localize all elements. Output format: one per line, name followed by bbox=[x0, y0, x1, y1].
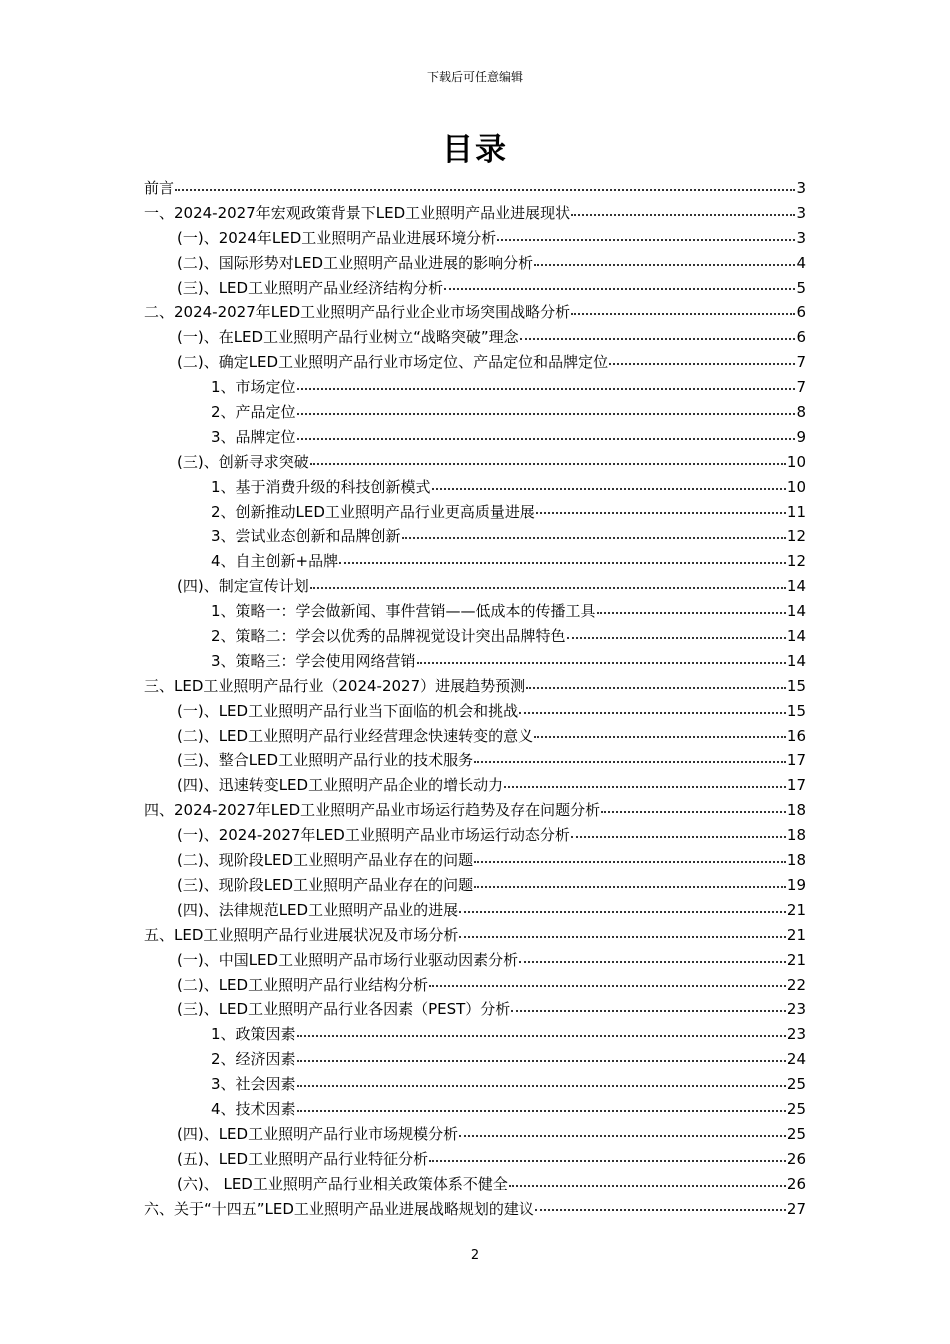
toc-entry-page: 12 bbox=[786, 552, 806, 571]
toc-entry[interactable] bbox=[144, 500, 806, 525]
toc-entry-title: (一)、2024-2027年LED工业照明产品业市场运行动态分析 bbox=[177, 826, 570, 845]
toc-dot-leader bbox=[509, 1184, 786, 1187]
toc-entry-page: 18 bbox=[786, 851, 806, 870]
toc-entry-page: 21 bbox=[786, 900, 806, 919]
toc-entry-title: 1、政策因素 bbox=[211, 1025, 296, 1044]
toc-entry-page: 26 bbox=[786, 1174, 806, 1193]
toc-entry-title: 1、基于消费升级的科技创新模式 bbox=[211, 477, 431, 496]
toc-entry-page: 4 bbox=[796, 253, 806, 272]
toc-entry[interactable] bbox=[144, 973, 806, 998]
toc-dot-leader bbox=[609, 362, 795, 365]
toc-entry[interactable] bbox=[144, 450, 806, 475]
toc-dot-leader bbox=[474, 885, 786, 888]
toc-entry-title: (一)、2024年LED工业照明产品业进展环境分析 bbox=[177, 228, 497, 247]
toc-entry-page: 23 bbox=[786, 1000, 806, 1019]
toc-entry-page: 14 bbox=[786, 627, 806, 646]
toc-entry-title: (四)、法律规范LED工业照明产品业的进展 bbox=[177, 900, 459, 919]
toc-entry[interactable] bbox=[144, 226, 806, 251]
toc-entry[interactable] bbox=[144, 1072, 806, 1097]
toc-entry[interactable] bbox=[144, 1122, 806, 1147]
toc-dot-leader bbox=[297, 1109, 786, 1112]
toc-entry-page: 25 bbox=[786, 1099, 806, 1118]
page-number: 2 bbox=[470, 1248, 480, 1263]
toc-dot-leader bbox=[519, 711, 786, 714]
toc-dot-leader bbox=[571, 312, 795, 315]
toc-dot-leader bbox=[429, 984, 786, 987]
toc-entry[interactable] bbox=[144, 549, 806, 574]
toc-entry[interactable] bbox=[144, 1147, 806, 1172]
toc-entry[interactable] bbox=[144, 1047, 806, 1072]
toc-entry-page: 3 bbox=[796, 179, 806, 197]
toc-entry[interactable] bbox=[144, 624, 806, 649]
toc-dot-leader bbox=[432, 487, 786, 490]
toc-entry[interactable] bbox=[144, 475, 806, 500]
toc-entry-title: 1、市场定位 bbox=[211, 378, 296, 397]
toc-entry-title: 2、经济因素 bbox=[211, 1050, 296, 1069]
toc-entry[interactable] bbox=[144, 898, 806, 923]
toc-entry-page: 17 bbox=[786, 776, 806, 795]
toc-entry-title: (三)、创新寻求突破 bbox=[177, 452, 309, 471]
toc-entry[interactable] bbox=[144, 300, 806, 325]
table-of-contents bbox=[144, 176, 806, 1221]
toc-entry-page: 3 bbox=[796, 228, 806, 247]
toc-dot-leader bbox=[601, 810, 786, 813]
toc-entry[interactable] bbox=[144, 599, 806, 624]
toc-entry-title: 2、创新推动LED工业照明产品行业更高质量进展 bbox=[211, 502, 535, 521]
toc-entry-page: 16 bbox=[786, 726, 806, 745]
toc-entry[interactable] bbox=[144, 724, 806, 749]
toc-dot-leader bbox=[297, 412, 796, 415]
toc-entry[interactable] bbox=[144, 1097, 806, 1122]
toc-entry-page: 14 bbox=[786, 602, 806, 621]
toc-entry-title: (六)、 LED工业照明产品行业相关政策体系不健全 bbox=[177, 1174, 508, 1193]
toc-entry-page: 7 bbox=[796, 378, 806, 397]
toc-dot-leader bbox=[526, 686, 786, 689]
toc-entry-page: 24 bbox=[786, 1050, 806, 1069]
toc-dot-leader bbox=[297, 1084, 786, 1087]
toc-entry-page: 15 bbox=[786, 701, 806, 720]
toc-entry-page: 10 bbox=[786, 452, 806, 471]
toc-entry[interactable] bbox=[144, 201, 806, 226]
toc-entry[interactable] bbox=[144, 674, 806, 699]
toc-entry-page: 21 bbox=[786, 925, 806, 944]
toc-entry-title: 4、技术因素 bbox=[211, 1099, 296, 1118]
toc-entry[interactable] bbox=[144, 923, 806, 948]
toc-entry-title: (三)、LED工业照明产品业经济结构分析 bbox=[177, 278, 444, 297]
toc-dot-leader bbox=[297, 1059, 786, 1062]
toc-dot-leader bbox=[474, 860, 786, 863]
toc-dot-leader bbox=[519, 960, 786, 963]
toc-entry-page: 22 bbox=[786, 975, 806, 994]
toc-entry-page: 26 bbox=[786, 1149, 806, 1168]
toc-dot-leader bbox=[459, 935, 786, 938]
toc-dot-leader bbox=[444, 287, 795, 290]
toc-entry-title: 4、自主创新+品牌 bbox=[211, 552, 339, 571]
toc-entry[interactable] bbox=[144, 823, 806, 848]
toc-dot-leader bbox=[536, 511, 786, 514]
toc-dot-leader bbox=[534, 263, 795, 266]
toc-entry[interactable] bbox=[144, 748, 806, 773]
toc-entry-page: 18 bbox=[786, 826, 806, 845]
toc-entry-page: 21 bbox=[786, 950, 806, 969]
toc-entry-title: (二)、LED工业照明产品行业结构分析 bbox=[177, 975, 429, 994]
toc-entry-page: 3 bbox=[796, 203, 806, 222]
toc-entry[interactable] bbox=[144, 276, 806, 301]
toc-dot-leader bbox=[535, 1208, 786, 1211]
toc-entry[interactable] bbox=[144, 176, 806, 201]
toc-dot-leader bbox=[597, 611, 786, 614]
toc-dot-leader bbox=[497, 238, 795, 241]
toc-entry-title: (四)、制定宣传计划 bbox=[177, 577, 309, 596]
toc-dot-leader bbox=[459, 1134, 786, 1137]
toc-entry-title: 2、产品定位 bbox=[211, 403, 296, 422]
toc-entry-title: 3、品牌定位 bbox=[211, 427, 296, 446]
toc-entry-title: 3、尝试业态创新和品牌创新 bbox=[211, 527, 401, 546]
toc-dot-leader bbox=[310, 586, 786, 589]
toc-entry-title: 五、LED工业照明产品行业进展状况及市场分析 bbox=[144, 925, 459, 944]
toc-entry[interactable] bbox=[144, 848, 806, 873]
toc-entry[interactable] bbox=[144, 773, 806, 798]
toc-title: 目录 bbox=[442, 132, 508, 168]
toc-entry-page: 6 bbox=[796, 328, 806, 347]
toc-entry[interactable] bbox=[144, 425, 806, 450]
toc-entry-page: 25 bbox=[786, 1075, 806, 1094]
toc-dot-leader bbox=[402, 536, 786, 539]
toc-entry-page: 17 bbox=[786, 751, 806, 770]
toc-entry-page: 15 bbox=[786, 676, 806, 695]
toc-entry[interactable] bbox=[144, 400, 806, 425]
toc-entry[interactable] bbox=[144, 699, 806, 724]
header-note: 下载后可任意编辑 bbox=[426, 70, 523, 84]
toc-entry-page: 6 bbox=[796, 303, 806, 322]
toc-entry[interactable] bbox=[144, 524, 806, 549]
toc-entry-page: 23 bbox=[786, 1025, 806, 1044]
toc-entry-title: (三)、整合LED工业照明产品行业的技术服务 bbox=[177, 751, 474, 770]
toc-entry-title: (二)、确定LED工业照明产品行业市场定位、产品定位和品牌定位 bbox=[177, 353, 609, 372]
toc-entry-page: 9 bbox=[796, 427, 806, 446]
toc-entry[interactable] bbox=[144, 873, 806, 898]
toc-entry-title: (三)、LED工业照明产品行业各因素（PEST）分析 bbox=[177, 1000, 511, 1019]
toc-entry-title: 一、2024-2027年宏观政策背景下LED工业照明产品业进展现状 bbox=[144, 203, 571, 222]
toc-entry-page: 14 bbox=[786, 577, 806, 596]
toc-entry-title: 三、LED工业照明产品行业（2024-2027）进展趋势预测 bbox=[144, 676, 526, 695]
toc-dot-leader bbox=[520, 337, 796, 340]
toc-entry-page: 25 bbox=[786, 1124, 806, 1143]
toc-dot-leader bbox=[429, 1159, 786, 1162]
toc-entry[interactable] bbox=[144, 325, 806, 350]
toc-dot-leader bbox=[297, 1034, 786, 1037]
toc-dot-leader bbox=[504, 785, 786, 788]
toc-entry-page: 12 bbox=[786, 527, 806, 546]
toc-entry-page: 10 bbox=[786, 477, 806, 496]
toc-entry-title: (一)、LED工业照明产品行业当下面临的机会和挑战 bbox=[177, 701, 519, 720]
toc-dot-leader bbox=[571, 835, 786, 838]
toc-dot-leader bbox=[297, 437, 796, 440]
toc-entry[interactable] bbox=[144, 1197, 806, 1222]
toc-entry[interactable] bbox=[144, 948, 806, 973]
toc-dot-leader bbox=[310, 462, 786, 465]
toc-entry-page: 11 bbox=[786, 502, 806, 521]
toc-dot-leader bbox=[459, 910, 786, 913]
toc-entry-title: 二、2024-2027年LED工业照明产品行业企业市场突围战略分析 bbox=[144, 303, 571, 322]
toc-entry-title: 3、社会因素 bbox=[211, 1075, 296, 1094]
toc-dot-leader bbox=[474, 760, 786, 763]
toc-entry-page: 7 bbox=[796, 353, 806, 372]
toc-entry-title: 2、策略二：学会以优秀的品牌视觉设计突出品牌特色 bbox=[211, 627, 566, 646]
toc-entry-title: (五)、LED工业照明产品行业特征分析 bbox=[177, 1149, 429, 1168]
toc-dot-leader bbox=[417, 661, 786, 664]
toc-entry-title: (二)、现阶段LED工业照明产品业存在的问题 bbox=[177, 851, 474, 870]
toc-entry-title: (一)、中国LED工业照明产品市场行业驱动因素分析 bbox=[177, 950, 519, 969]
toc-entry-title: (四)、迅速转变LED工业照明产品企业的增长动力 bbox=[177, 776, 504, 795]
toc-entry[interactable] bbox=[144, 1022, 806, 1047]
toc-entry[interactable] bbox=[144, 649, 806, 674]
toc-entry[interactable] bbox=[144, 798, 806, 823]
toc-dot-leader bbox=[297, 387, 796, 390]
toc-entry-title: 四、2024-2027年LED工业照明产品业市场运行趋势及存在问题分析 bbox=[144, 801, 601, 820]
toc-entry-title: (三)、现阶段LED工业照明产品业存在的问题 bbox=[177, 875, 474, 894]
toc-entry-title: (二)、国际形势对LED工业照明产品业进展的影响分析 bbox=[177, 253, 534, 272]
toc-entry[interactable] bbox=[144, 375, 806, 400]
toc-dot-leader bbox=[571, 213, 795, 216]
toc-entry-page: 8 bbox=[796, 403, 806, 422]
toc-entry[interactable] bbox=[144, 1172, 806, 1197]
toc-entry-title: 六、关于“十四五”LED工业照明产品业进展战略规划的建议 bbox=[144, 1199, 534, 1218]
toc-entry-page: 19 bbox=[786, 875, 806, 894]
toc-entry-page: 18 bbox=[786, 801, 806, 820]
toc-dot-leader bbox=[567, 636, 786, 639]
toc-entry[interactable] bbox=[144, 350, 806, 375]
toc-dot-leader bbox=[534, 735, 786, 738]
toc-entry-title: 前言 bbox=[144, 179, 175, 197]
toc-entry[interactable] bbox=[144, 251, 806, 276]
toc-entry-page: 27 bbox=[786, 1199, 806, 1218]
toc-dot-leader bbox=[339, 561, 786, 564]
toc-entry-page: 5 bbox=[796, 278, 806, 297]
toc-dot-leader bbox=[511, 1009, 786, 1012]
toc-entry-title: (二)、LED工业照明产品行业经营理念快速转变的意义 bbox=[177, 726, 534, 745]
toc-dot-leader bbox=[175, 188, 795, 191]
toc-entry-title: (四)、LED工业照明产品行业市场规模分析 bbox=[177, 1124, 459, 1143]
toc-entry[interactable] bbox=[144, 574, 806, 599]
toc-entry-page: 14 bbox=[786, 651, 806, 670]
toc-entry-title: (一)、在LED工业照明产品行业树立“战略突破”理念 bbox=[177, 328, 519, 347]
toc-entry-title: 3、策略三：学会使用网络营销 bbox=[211, 651, 416, 670]
toc-entry-title: 1、策略一：学会做新闻、事件营销——低成本的传播工具 bbox=[211, 602, 596, 621]
toc-entry[interactable] bbox=[144, 997, 806, 1022]
